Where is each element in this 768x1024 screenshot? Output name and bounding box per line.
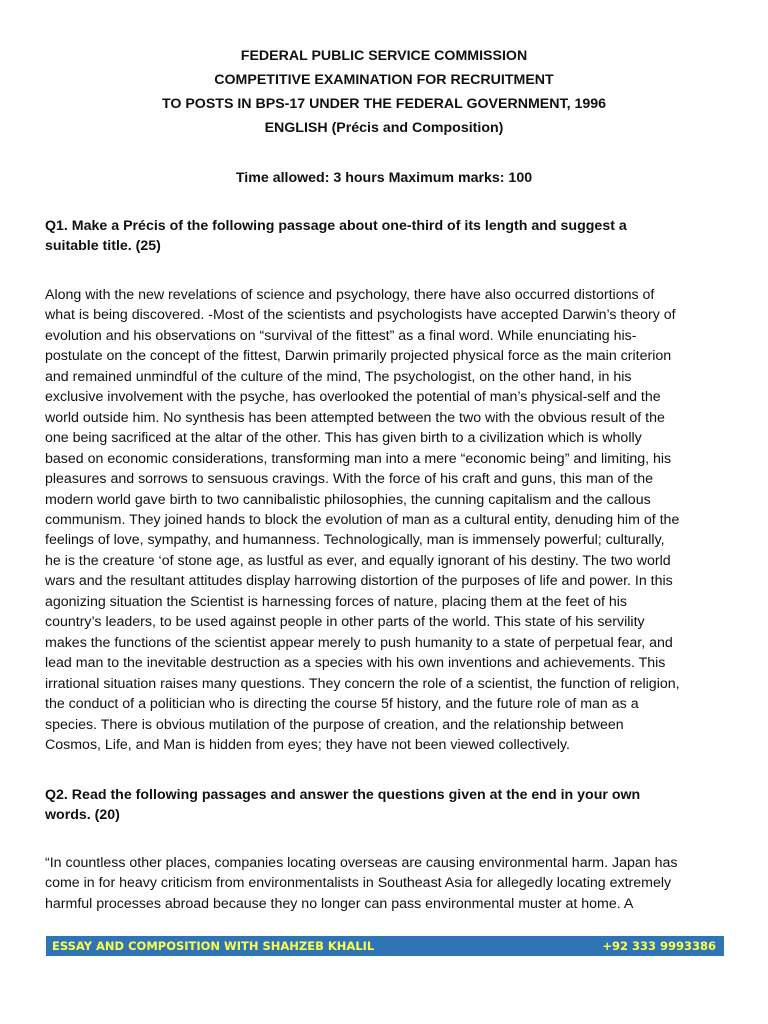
q1-passage-line: species. There is obvious mutilation of the purpose of creation, and the relationship between bbox=[45, 716, 624, 733]
q2-passage-line: harmful processes abroad because they no longer can pass environmental muster at home. A bbox=[45, 895, 634, 912]
q2-question-line: Q2. Read the following passages and answer the questions given at the end in your own bbox=[45, 787, 641, 803]
q1-passage-line: and remained unmindful of the culture of the mind, The psychologist, on the other hand, in his bbox=[45, 368, 632, 385]
q1-passage-line: Along with the new revelations of science and psychology, there have also occurred distortions of bbox=[45, 287, 655, 303]
header-posts: TO POSTS IN BPS-17 UNDER THE FEDERAL GOVERNMENT, 1996 bbox=[161, 96, 607, 112]
q1-passage-line: exclusive involvement with the psyche, has overlooked the potential of man’s physical-self and the bbox=[45, 389, 661, 406]
q1-passage-line: world outside him. No synthesis has been attempted between the two with the obvious result of the bbox=[45, 409, 665, 426]
footer-banner bbox=[46, 936, 724, 956]
q1-passage-line: the conduct of a politician who is directing the course 5f history, and the future role of man as a bbox=[45, 696, 639, 713]
q1-passage-line: communism. They joined hands to block the evolution of man as a cultural entity, denuding him of the bbox=[45, 511, 680, 528]
q1-passage-line: feelings of love, sympathy, and humanness. Technologically, man is immensely powerful; culturally, bbox=[45, 532, 665, 549]
header-examination: COMPETITIVE EXAMINATION FOR RECRUITMENT bbox=[214, 72, 554, 88]
q2-passage-line: come in for heavy criticism from environmentalists in Southeast Asia for allegedly locating extremely bbox=[45, 875, 672, 892]
q1-question-line: Q1. Make a Précis of the following passage about one-third of its length and suggest a bbox=[45, 218, 627, 234]
q1-passage-line: evolution and his observations on “survival of the fittest” as a final word. While enunciating his- bbox=[45, 327, 637, 344]
q2-question bbox=[45, 785, 725, 825]
header-subject: ENGLISH (Précis and Composition) bbox=[264, 120, 504, 136]
q2-passage bbox=[45, 853, 725, 914]
q1-passage-line: pleasures and sorrows to sensuous cravings. With the force of his craft and guns, this man of the bbox=[45, 471, 654, 488]
q1-passage-line: what is being discovered. -Most of the scientists and psychologists have accepted Darwin’s theory of bbox=[45, 307, 676, 324]
q2-question-line: words. (20) bbox=[45, 807, 120, 823]
time-and-marks: Time allowed: 3 hours Maximum marks: 100 bbox=[235, 170, 533, 186]
q1-passage-line: irrational situation raises many questions. They concern the role of a scientist, the function of religion, bbox=[45, 675, 680, 692]
q1-passage-line: makes the functions of the scientist appear merely to push humanity to a state of perpetual fear, and bbox=[45, 634, 673, 651]
q1-passage-line: he is the creature ‘of stone age, as lustful as ever, and equally ignorant of his destiny. The two world bbox=[45, 552, 671, 569]
q1-question bbox=[45, 216, 725, 256]
q1-passage-line: lead man to the inevitable destruction as a species with his own inventions and achievements. This bbox=[45, 655, 666, 672]
q1-passage-line: one being sacrificed at the altar of the other. This has given birth to a civilization which is wholly bbox=[45, 430, 642, 447]
q1-passage-line: wars and the resultant attitudes display harrowing distortion of the purposes of life and power. In this bbox=[45, 573, 673, 590]
q1-passage-line: modern world gave birth to two cannibalistic philosophies, the cunning capitalism and the callous bbox=[45, 491, 651, 508]
q1-passage bbox=[45, 285, 725, 755]
q1-passage-line: Cosmos, Life, and Man is hidden from eyes; they have not been viewed collectively. bbox=[45, 736, 570, 753]
footer-course-title: ESSAY AND COMPOSITION WITH SHAHZEB KHALIL bbox=[52, 939, 375, 953]
q1-passage-line: country’s leaders, to be used against people in other parts of the world. This state of his servility bbox=[45, 614, 645, 631]
q1-passage-line: postulate on the concept of the fittest, Darwin primarily projected physical force as the main criterion bbox=[45, 348, 672, 365]
q1-question-line: suitable title. (25) bbox=[45, 238, 161, 254]
footer-phone-number: +92 333 9993386 bbox=[602, 939, 716, 953]
q2-passage-line: “In countless other places, companies locating overseas are causing environmental harm. Japan has bbox=[45, 855, 678, 871]
header-commission: FEDERAL PUBLIC SERVICE COMMISSION bbox=[240, 48, 528, 64]
q1-passage-line: agonizing situation the Scientist is harnessing forces of nature, placing them at the feet of his bbox=[45, 593, 628, 610]
q1-passage-line: based on economic considerations, transforming man into a mere “economic being” and limiting, his bbox=[45, 450, 672, 467]
